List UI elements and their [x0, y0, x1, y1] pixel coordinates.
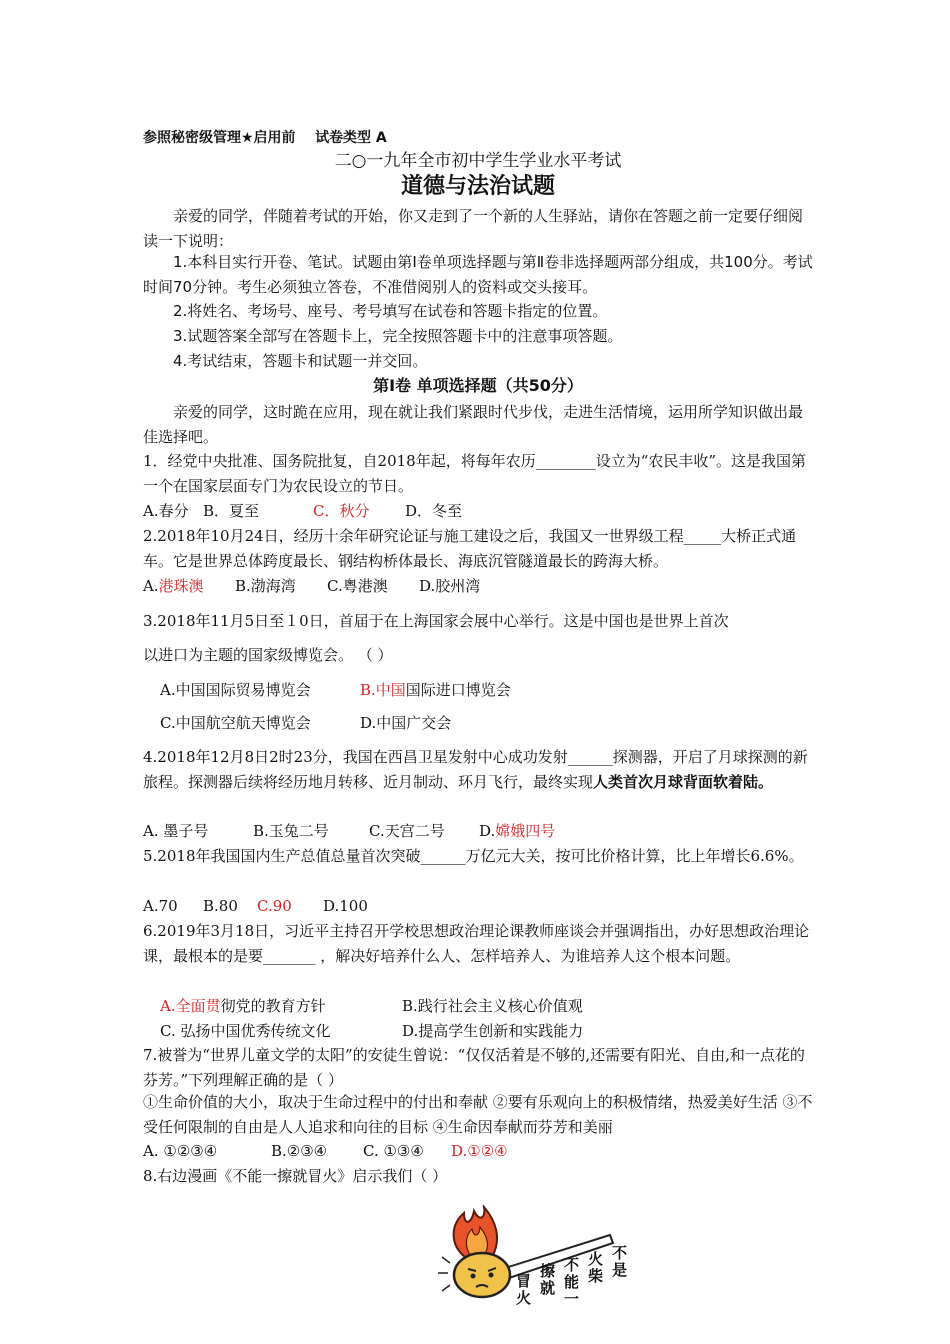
q1-option-a: A.春分 [143, 502, 189, 520]
question-5-options [143, 894, 813, 919]
q1-option-d: D．冬至 [405, 502, 463, 520]
rule-1: 1.本科目实行开卷、笔试。试题由第Ⅰ卷单项选择题与第Ⅱ卷非选择题两部分组成，共100分。考试时间70分钟。考生必须独立答卷，不准借阅别人的资料或交头接耳。 [143, 253, 813, 296]
question-3-options-row1 [160, 678, 830, 703]
q7-option-c: C. ①③④ [363, 1142, 424, 1160]
subject-title: 道德与法治试题 [400, 174, 555, 199]
q2-option-c: C.粤港澳 [327, 577, 388, 595]
q4-stem-bold: 人类首次月球背面软着陆。 [593, 773, 774, 791]
header-line [143, 126, 813, 151]
q6-option-a-red: A.全面贯 [160, 997, 221, 1015]
match-cartoon [420, 1205, 635, 1335]
match-head-icon [454, 1253, 510, 1297]
q5-option-c: C.90 [257, 897, 292, 915]
question-2-stem: 2.2018年10月24日，经历十余年研究论证与施工建设之后，我国又一世界级工程_____大桥正式通车。它是世界总体跨度最长、钢结构桥体最长、海底沉管隧道最长的跨海大桥。 [143, 527, 797, 570]
q4-option-d-letter: D. [479, 822, 496, 840]
question-6-stem: 6.2019年3月18日，习近平主持召开学校思想政治理论课教师座谈会并强调指出，办好思想政治理论课，最根本的是要_______ ，解决好培养什么人、怎样培养人、为谁培养人这个根本问题。 [143, 922, 810, 965]
q3-option-b-red: B.中国 [360, 681, 406, 699]
cartoon-text-3: 不能一 [564, 1256, 580, 1308]
rule-3: 3.试题答案全部写在答题卡上，完全按照答题卡中的注意事项答题。 [173, 327, 623, 345]
q7-option-a: A. ①②③④ [143, 1142, 218, 1160]
section-title: 第Ⅰ卷 单项选择题（共50分） [373, 376, 583, 395]
cartoon-text-1: 冒火 [516, 1272, 532, 1307]
q2-option-a-letter: A. [143, 577, 159, 595]
question-5-stem: 5.2018年我国国内生产总值总量首次突破______万亿元大关，按可比价格计算，比上年增长6.6%。 [143, 847, 804, 865]
q3-option-c: C.中国航空航天博览会 [160, 714, 311, 732]
intro-greeting: 亲爱的同学，伴随着考试的开始，你又走到了一个新的人生驿站，请你在答题之前一定要仔细阅读一下说明： [143, 207, 804, 250]
q1-option-b: B．夏至 [203, 502, 260, 520]
q3-option-d: D.中国广交会 [360, 714, 452, 732]
question-2-options [143, 574, 813, 599]
question-4-options [143, 819, 813, 844]
q7-option-d: D.①②④ [451, 1142, 508, 1160]
cartoon-text-5: 不是 [612, 1244, 628, 1279]
q5-option-d: D.100 [323, 897, 368, 915]
q4-option-b: B.玉兔二号 [253, 822, 329, 840]
q2-option-a-text: 港珠澳 [158, 577, 204, 595]
cartoon-text-4: 火柴 [588, 1250, 604, 1285]
q3-option-a: A.中国国际贸易博览会 [160, 681, 311, 699]
question-4-stem [143, 745, 813, 795]
exam-title: 二○一九年全市初中学生学业水平考试 [334, 151, 622, 171]
question-3-stem-1: 3.2018年11月5日至１0日，首届于在上海国家会展中心举行。这是中国也是世界上首次 [143, 612, 729, 630]
question-3-stem-2: 以进口为主题的国家级博览会。 （ ） [143, 646, 393, 664]
q4-option-d-text: 嫦娥四号 [495, 822, 556, 840]
question-1-options [143, 499, 813, 524]
question-7-options [143, 1139, 813, 1164]
cartoon-text-2: 擦就 [540, 1262, 556, 1297]
q4-option-a: A. 墨子号 [143, 822, 209, 840]
rule-2: 2.将姓名、考场号、座号、考号填写在试卷和答题卡指定的位置。 [173, 302, 608, 320]
q3-option-b-rest: 国际进口博览会 [405, 681, 511, 699]
q1-option-c: C．秋分 [313, 502, 370, 520]
question-7-stem: 7.被誉为“世界儿童文学的太阳”的安徒生曾说：“仅仅活着是不够的,还需要有阳光、自由,和一点花的芬芳。”下列理解正确的是（ ） [143, 1046, 805, 1089]
rule-4: 4.考试结束，答题卡和试题一并交回。 [173, 352, 428, 370]
q2-option-d: D.胶州湾 [419, 577, 481, 595]
section-intro: 亲爱的同学，这时跪在应用，现在就让我们紧跟时代步伐，走进生活情境，运用所学知识做出最佳选择吧。 [143, 403, 804, 446]
q6-option-c: C. 弘扬中国优秀传统文化 [160, 1022, 331, 1040]
q6-option-d: D.提高学生创新和实践能力 [402, 1022, 584, 1040]
q6-option-b: B.践行社会主义核心价值观 [402, 997, 583, 1015]
question-1-stem: 1．经党中央批准、国务院批复，自2018年起，将每年农历________设立为“农民丰收”。这是我国第一个在国家层面专门为农民设立的节日。 [143, 452, 807, 495]
question-6-options-row2 [160, 1019, 830, 1044]
question-3-options-row2 [160, 711, 830, 736]
q6-option-a-rest: 彻党的教育方针 [220, 997, 326, 1015]
secret-label: 参照秘密级管理★启用前 [143, 130, 296, 146]
q2-option-b: B.渤海湾 [235, 577, 296, 595]
q5-option-b: B.80 [203, 897, 238, 915]
q4-option-c: C.天宫二号 [369, 822, 445, 840]
question-6-options-row1 [160, 994, 830, 1019]
question-8-stem: 8.右边漫画《不能一擦就冒火》启示我们（ ） [143, 1167, 448, 1185]
q4-stem-text: 4.2018年12月8日2时23分，我国在西昌卫星发射中心成功发射______探测器，开启了月球探测的新旅程。探测器后续将经历地月转移、近月制动、环月飞行，最终实现 [143, 748, 808, 791]
paper-type: 试卷类型 A [315, 130, 387, 146]
question-7-items: ①生命价值的大小，取决于生命过程中的付出和奉献 ②要有乐观向上的积极情绪，热爱美好生活 ③不受任何限制的自由是人人追求和向往的目标 ④生命因奉献而芬芳和美丽 [143, 1093, 813, 1136]
q7-option-b: B.②③④ [271, 1142, 328, 1160]
q5-option-a: A.70 [143, 897, 178, 915]
